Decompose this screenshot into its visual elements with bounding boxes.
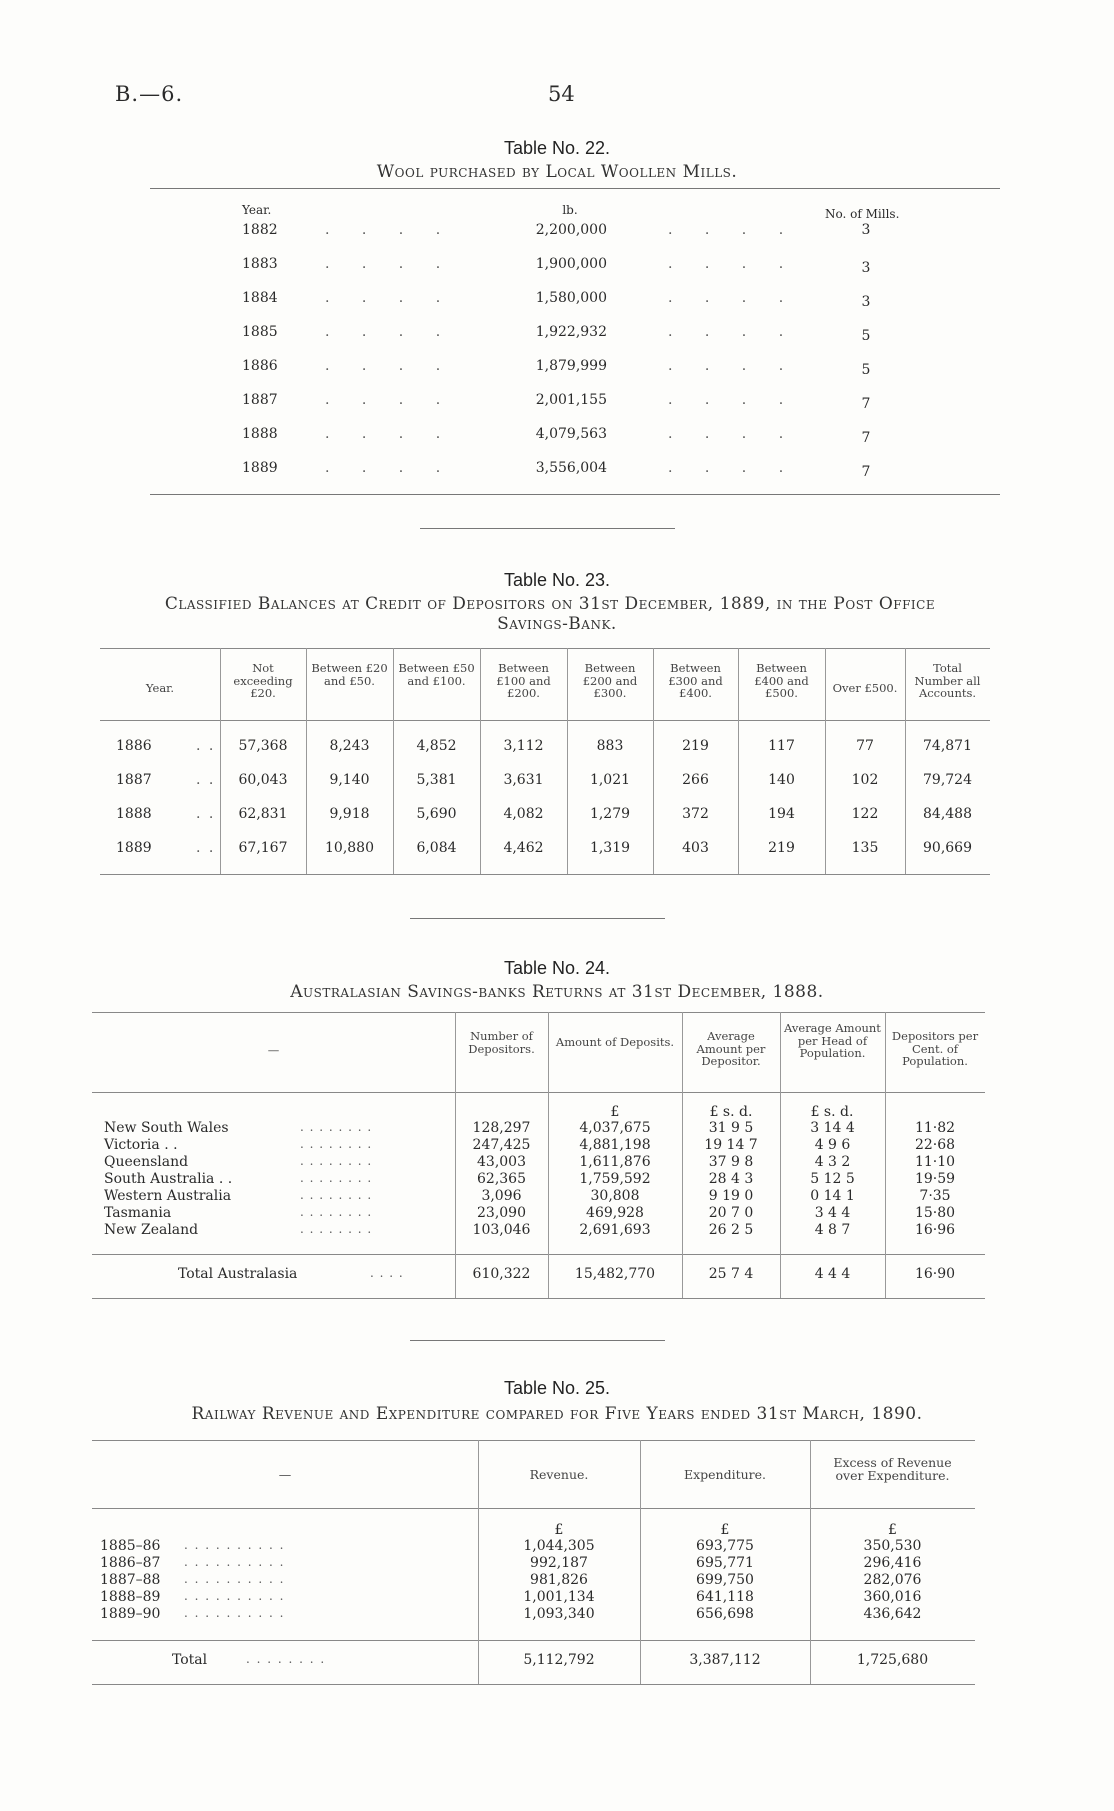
- table25-cell-year: 1889–90: [100, 1606, 161, 1622]
- table24-cell: 247,425: [472, 1137, 531, 1153]
- separator-rule: [410, 918, 665, 919]
- table24-unit: £ s. d.: [810, 1104, 854, 1120]
- column-divider: [825, 648, 826, 874]
- table23-cell-year: 1889: [116, 840, 152, 856]
- table23-cell: 60,043: [238, 772, 288, 788]
- table23-cell-year: 1888: [116, 806, 152, 822]
- table23-cell-year: 1886: [116, 738, 152, 754]
- table24-cell: 30,808: [590, 1188, 640, 1204]
- table25-cell-year: 1888–89: [100, 1589, 161, 1605]
- table25-cell: 296,416: [863, 1555, 922, 1571]
- table25-cell: 699,750: [696, 1572, 754, 1588]
- table23-cell: 1,021: [589, 772, 631, 788]
- table24-cell: 16·96: [914, 1222, 956, 1238]
- leader-dots: . . . .: [668, 460, 798, 476]
- table25-header: Excess of Revenue over Expenditure.: [833, 1455, 952, 1483]
- table23-header: Year.: [145, 681, 175, 695]
- table25-unit: £: [554, 1522, 564, 1538]
- leader-dots: . . . .: [325, 358, 455, 374]
- leader-dots: . . . . . . . .: [246, 1652, 326, 1666]
- table22-title: Table No. 22.: [503, 138, 611, 158]
- table25-total-cell: 5,112,792: [523, 1652, 595, 1668]
- table23-cell: 90,669: [923, 840, 972, 856]
- table23-cell: 4,462: [503, 840, 544, 856]
- separator-rule: [410, 1340, 665, 1341]
- leader-dots: . . . . . . . .: [300, 1205, 373, 1219]
- table24-cell: 5 12 5: [810, 1171, 855, 1187]
- table23-cell: 194: [768, 806, 795, 822]
- table24-cell: 4 8 7: [814, 1222, 851, 1238]
- column-divider: [905, 648, 906, 874]
- table24-cell: 11·10: [914, 1154, 956, 1170]
- leader-dots: . . . .: [325, 222, 455, 238]
- leader-dots: . . . .: [668, 426, 798, 442]
- leader-dots: . . . . . . . .: [300, 1188, 373, 1202]
- column-divider: [480, 648, 481, 874]
- table24-cell: 20 7 0: [708, 1205, 754, 1221]
- table24-cell-name: Victoria . .: [104, 1137, 178, 1153]
- table24-cell-name: Western Australia: [104, 1188, 232, 1204]
- column-divider: [653, 648, 654, 874]
- table22-header-mills: No. of Mills.: [825, 207, 900, 221]
- table24-cell: 3,096: [481, 1188, 522, 1204]
- table23-header: Not exceeding £20.: [233, 661, 293, 700]
- table23-cell: 3,112: [503, 738, 544, 754]
- table23-header: Total Number all Accounts.: [914, 661, 981, 700]
- table22-cell-mills: 3: [861, 260, 871, 276]
- leader-dots: . . . . . . . .: [300, 1137, 373, 1151]
- table24-header: —: [267, 1043, 280, 1057]
- table23-cell: 8,243: [329, 738, 370, 754]
- table23-header: Between £400 and £500.: [754, 661, 809, 700]
- table22-cell-lb: 2,200,000: [535, 222, 607, 238]
- table25-cell: 282,076: [863, 1572, 922, 1588]
- table24-cell: 19·59: [914, 1171, 956, 1187]
- leader-dots: . . . . . . . . . .: [184, 1555, 285, 1569]
- row-rule: [92, 1298, 985, 1299]
- table24-cell: 22·68: [914, 1137, 956, 1153]
- table23-cell: 1,279: [589, 806, 631, 822]
- column-divider: [567, 648, 568, 874]
- table22-cell-lb: 2,001,155: [535, 392, 607, 408]
- table25-cell: 360,016: [863, 1589, 922, 1605]
- column-divider: [810, 1440, 811, 1684]
- column-divider: [885, 1012, 886, 1298]
- table23-header: Between £300 and £400.: [668, 661, 723, 700]
- table23-cell: 117: [768, 738, 795, 754]
- table24-header: Average Amount per Head of Population.: [784, 1021, 881, 1060]
- column-divider: [548, 1012, 549, 1298]
- table22-cell-year: 1884: [242, 290, 278, 306]
- table23-header: Between £20 and £50.: [311, 661, 388, 688]
- table24-cell: 11·82: [914, 1120, 956, 1136]
- table23-cell-year: 1887: [116, 772, 152, 788]
- table23-cell: 219: [768, 840, 795, 856]
- table25-cell-year: 1885–86: [100, 1538, 161, 1554]
- column-divider: [780, 1012, 781, 1298]
- leader-dots: . . . . . . . . . .: [184, 1589, 285, 1603]
- table25-cell: 981,826: [530, 1572, 588, 1588]
- table24-cell-name: South Australia . .: [104, 1171, 233, 1187]
- table24-total-cell: 25 7 4: [708, 1266, 754, 1282]
- table24-header: Depositors per Cent. of Population.: [891, 1029, 979, 1068]
- table25-header: Expenditure.: [683, 1467, 767, 1482]
- table25-cell: 992,187: [530, 1555, 588, 1571]
- table24-cell: 19 14 7: [704, 1137, 758, 1153]
- leader-dots: . . . .: [325, 256, 455, 272]
- table22-header-lb: lb.: [562, 203, 578, 217]
- table24-cell: 128,297: [472, 1120, 531, 1136]
- leader-dots: . . . .: [325, 460, 455, 476]
- table25-unit: £: [888, 1522, 897, 1538]
- table22-cell-mills: 3: [861, 222, 871, 238]
- table25-cell: 641,118: [696, 1589, 754, 1605]
- table25-cell: 1,001,134: [523, 1589, 595, 1605]
- row-rule: [100, 874, 990, 875]
- table24-cell: 4 9 6: [814, 1137, 851, 1153]
- table23-title: Table No. 23.: [503, 570, 611, 590]
- table22-cell-lb: 1,922,932: [535, 324, 607, 340]
- table23-header: Between £50 and £100.: [398, 661, 475, 688]
- table24-total-label: Total Australasia: [178, 1266, 298, 1282]
- table23-cell: 74,871: [923, 738, 972, 754]
- table22-cell-year: 1882: [242, 222, 278, 238]
- row-rule: [92, 1254, 985, 1255]
- table23-cell: 62,831: [238, 806, 288, 822]
- table23-cell: 84,488: [923, 806, 972, 822]
- table22-top-rule: [150, 188, 1000, 189]
- table24-cell: 26 2 5: [708, 1222, 754, 1238]
- table25-cell-year: 1887–88: [100, 1572, 161, 1588]
- column-divider: [220, 648, 221, 874]
- table25-total-cell: 1,725,680: [856, 1652, 929, 1668]
- table24-title: Table No. 24.: [503, 958, 611, 978]
- table24-cell: 23,090: [477, 1205, 526, 1221]
- table24-cell: 3 4 4: [814, 1205, 851, 1221]
- table23-cell: 6,084: [416, 840, 457, 856]
- table24-total-cell: 610,322: [472, 1266, 531, 1282]
- row-rule: [100, 720, 990, 721]
- table24-total-cell: 15,482,770: [574, 1266, 656, 1282]
- row-rule: [92, 1508, 975, 1509]
- table23-cell: 102: [851, 772, 879, 788]
- table24-cell: 469,928: [586, 1205, 644, 1221]
- column-divider: [640, 1440, 641, 1684]
- table24-unit: £: [610, 1104, 620, 1120]
- table24-cell: 43,003: [477, 1154, 526, 1170]
- table24-subtitle: Australasian Savings-banks Returns at 31st December, 1888.: [290, 982, 824, 1002]
- table24-cell: 9 19 0: [708, 1188, 754, 1204]
- table22-subtitle: Wool purchased by Local Woollen Mills.: [376, 162, 738, 182]
- table23-cell: 77: [856, 738, 874, 754]
- column-divider: [478, 1440, 479, 1684]
- table23-header: Over £500.: [832, 681, 898, 695]
- table24-header: Average Amount per Depositor.: [696, 1029, 766, 1068]
- table24-cell: 7·35: [919, 1188, 951, 1204]
- table25-header: Revenue.: [529, 1467, 589, 1482]
- table23-cell: 1,319: [589, 840, 631, 856]
- table25-subtitle: Railway Revenue and Expenditure compared for Five Years ended 31st March, 1890.: [191, 1404, 923, 1424]
- leader-dots: . . . . . . . .: [300, 1222, 373, 1236]
- row-rule: [92, 1440, 975, 1441]
- leader-dots: . . . .: [325, 324, 455, 340]
- table25-cell: 656,698: [696, 1606, 754, 1622]
- page-number: 54: [548, 82, 575, 106]
- leader-dots: . . . .: [668, 222, 798, 238]
- table24-cell: 1,759,592: [579, 1171, 651, 1187]
- table23-cell: 67,167: [238, 840, 288, 856]
- row-rule: [92, 1012, 985, 1013]
- table24-cell: 4 3 2: [814, 1154, 851, 1170]
- row-rule: [100, 648, 990, 649]
- column-divider: [682, 1012, 683, 1298]
- table25-cell: 1,093,340: [523, 1606, 595, 1622]
- table25-cell: 436,642: [863, 1606, 922, 1622]
- table23-cell: 57,368: [238, 738, 288, 754]
- table22-cell-mills: 5: [861, 362, 871, 378]
- table23-cell: 3,631: [503, 772, 544, 788]
- leader-dots: . .: [196, 738, 216, 754]
- table23-cell: 4,082: [503, 806, 544, 822]
- table24-cell: 1,611,876: [579, 1154, 651, 1170]
- table22-cell-lb: 1,900,000: [535, 256, 607, 272]
- table23-cell: 135: [851, 840, 879, 856]
- table22-bottom-rule: [150, 494, 1000, 495]
- leader-dots: . .: [196, 840, 216, 856]
- table23-cell: 9,918: [329, 806, 370, 822]
- table22-cell-year: 1887: [242, 392, 278, 408]
- table25-unit: £: [720, 1522, 730, 1538]
- row-rule: [92, 1640, 975, 1641]
- table22-cell-mills: 7: [861, 430, 871, 446]
- table24-cell: 4,037,675: [579, 1120, 651, 1136]
- table23-cell: 79,724: [923, 772, 972, 788]
- leader-dots: . .: [196, 806, 216, 822]
- table24-cell: 2,691,693: [579, 1222, 651, 1238]
- table24-cell-name: Queensland: [104, 1154, 189, 1170]
- table25-cell: 350,530: [863, 1538, 922, 1554]
- column-divider: [393, 648, 394, 874]
- table22-cell-mills: 5: [861, 328, 871, 344]
- column-divider: [455, 1012, 456, 1298]
- table22-cell-year: 1889: [242, 460, 278, 476]
- table25-total-label: Total: [172, 1652, 208, 1668]
- column-divider: [738, 648, 739, 874]
- leader-dots: . . . . . . . . . .: [184, 1572, 285, 1586]
- table22-cell-lb: 3,556,004: [535, 460, 607, 476]
- table24-cell: 0 14 1: [810, 1188, 855, 1204]
- table22-cell-lb: 1,879,999: [535, 358, 607, 374]
- table23-cell: 266: [682, 772, 709, 788]
- table23-subtitle-line1: Classified Balances at Credit of Depositors on 31st December, 1889, in the Post Office: [164, 594, 936, 614]
- table24-cell: 103,046: [472, 1222, 531, 1238]
- table22-cell-year: 1886: [242, 358, 278, 374]
- table24-total-cell: 4 4 4: [814, 1266, 851, 1282]
- leader-dots: . . . . . . . . . .: [184, 1538, 285, 1552]
- table24-cell: 62,365: [477, 1171, 526, 1187]
- table22-cell-year: 1883: [242, 256, 278, 272]
- leader-dots: . . . . . . . .: [300, 1171, 373, 1185]
- table22-cell-mills: 7: [861, 396, 871, 412]
- leader-dots: . . . . . . . . . .: [184, 1606, 285, 1620]
- table23-cell: 9,140: [329, 772, 370, 788]
- table23-header: Between £100 and £200.: [496, 661, 551, 700]
- table24-total-cell: 16·90: [914, 1266, 956, 1282]
- table25-total-cell: 3,387,112: [689, 1652, 761, 1668]
- table24-header: Amount of Deposits.: [555, 1035, 675, 1049]
- table22-cell-year: 1888: [242, 426, 278, 442]
- row-rule: [92, 1684, 975, 1685]
- leader-dots: . . . .: [668, 324, 798, 340]
- table23-header: Between £200 and £300.: [582, 661, 638, 700]
- leader-dots: . .: [196, 772, 216, 788]
- table24-cell: 37 9 8: [708, 1154, 754, 1170]
- table25-header: —: [278, 1467, 292, 1482]
- leader-dots: . . . .: [668, 392, 798, 408]
- leader-dots: . . . .: [668, 290, 798, 306]
- table22-cell-year: 1885: [242, 324, 278, 340]
- table23-subtitle-line2: Savings-Bank.: [497, 614, 617, 634]
- leader-dots: . . . .: [325, 392, 455, 408]
- table23-cell: 122: [851, 806, 879, 822]
- table23-cell: 5,690: [416, 806, 457, 822]
- table24-cell: 4,881,198: [579, 1137, 651, 1153]
- column-divider: [306, 648, 307, 874]
- table23-cell: 372: [682, 806, 709, 822]
- leader-dots: . . . .: [370, 1266, 404, 1280]
- leader-dots: . . . .: [325, 290, 455, 306]
- leader-dots: . . . .: [325, 426, 455, 442]
- row-rule: [92, 1092, 985, 1093]
- table23-cell: 4,852: [416, 738, 457, 754]
- table22-cell-lb: 1,580,000: [535, 290, 607, 306]
- table25-cell: 695,771: [696, 1555, 754, 1571]
- leader-dots: . . . . . . . .: [300, 1154, 373, 1168]
- table24-cell-name: New Zealand: [104, 1222, 199, 1238]
- table24-cell: 15·80: [914, 1205, 956, 1221]
- table24-header: Number of Depositors.: [468, 1029, 535, 1056]
- table24-cell-name: New South Wales: [104, 1120, 229, 1136]
- leader-dots: . . . .: [668, 358, 798, 374]
- table25-cell-year: 1886–87: [100, 1555, 161, 1571]
- table25-cell: 1,044,305: [523, 1538, 595, 1554]
- table24-unit: £ s. d.: [709, 1104, 753, 1120]
- table25-cell: 693,775: [696, 1538, 754, 1554]
- leader-dots: . . . .: [668, 256, 798, 272]
- table24-cell: 28 4 3: [708, 1171, 754, 1187]
- table25-title: Table No. 25.: [503, 1378, 611, 1398]
- page-reference: B.—6.: [115, 82, 184, 106]
- table23-cell: 10,880: [325, 840, 374, 856]
- table24-cell: 31 9 5: [708, 1120, 754, 1136]
- table22-cell-mills: 3: [861, 294, 871, 310]
- table23-cell: 883: [596, 738, 624, 754]
- table23-cell: 403: [682, 840, 709, 856]
- table22-header-year: Year.: [242, 203, 272, 217]
- table22-cell-mills: 7: [861, 464, 871, 480]
- leader-dots: . . . . . . . .: [300, 1120, 373, 1134]
- table24-cell: 3 14 4: [810, 1120, 855, 1136]
- table24-cell-name: Tasmania: [104, 1205, 172, 1221]
- table23-cell: 219: [682, 738, 709, 754]
- table23-cell: 5,381: [416, 772, 457, 788]
- table23-cell: 140: [768, 772, 795, 788]
- separator-rule: [420, 528, 675, 529]
- table22-cell-lb: 4,079,563: [535, 426, 607, 442]
